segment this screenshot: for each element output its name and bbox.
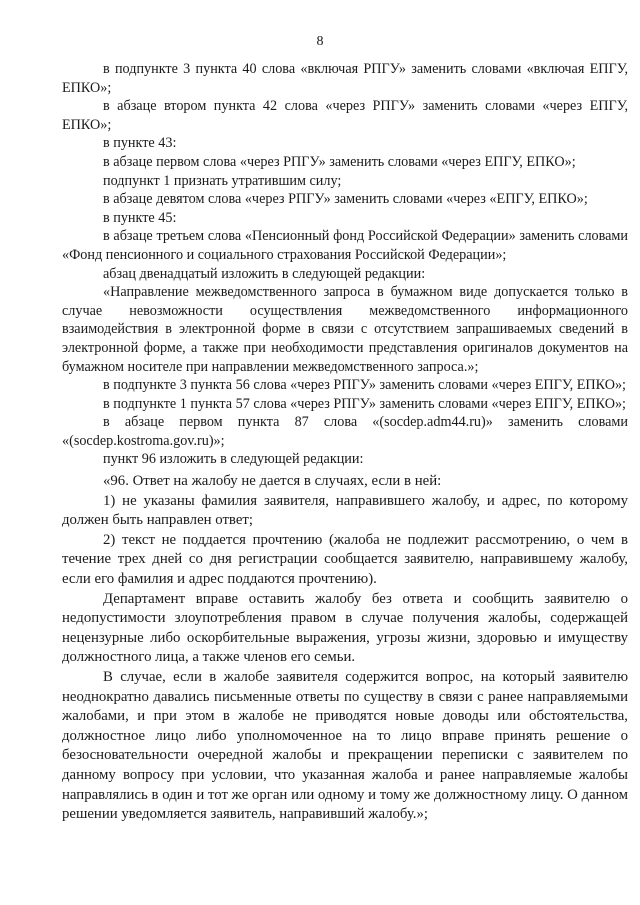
page-number: 8 [316,34,324,49]
list-item: 2) текст не поддается прочтению (жалоба не подлежит рассмотрению, о чем в течение трех дней со дня регистрации сообщается заявителю, направившему жалобу, если его фамилия и адрес поддаются прочтению). [62,531,628,588]
document-body [62,60,628,825]
paragraph: в пункте 45: [103,209,177,226]
quoted-paragraph: «Направление межведомственного запроса в бумажном виде допускается только в случае невозможности осуществления межведомственного информационного взаимодействия в электронной форме в связи с отсутствием запрашиваемых сведений в электронной форме, а также при необходимости представления оригиналов документов на бумажном носителе при направлении межведомственного запроса.»; [62,284,628,375]
paragraph: абзац двенадцатый изложить в следующей редакции: [103,265,426,282]
paragraph: подпункт 1 признать утратившим силу; [103,172,342,189]
paragraph: в пункте 43: [103,135,177,152]
list-item: 1) не указаны фамилия заявителя, направившего жалобу, и адрес, по которому должен быть направлен ответ; [62,492,628,529]
paragraph: в абзаце первом пункта 87 слова «(socdep.adm44.ru)» заменить словами «(socdep.kostroma.gov.ru)»; [62,414,628,449]
paragraph: Департамент вправе оставить жалобу без ответа и сообщить заявителю о недопустимости злоупотребления правом в случае получения жалобы, содержащей нецензурные либо оскорбительные выражения, угрозы жизни, здоровью и имуществу должностного лица, а также членов его семьи. [62,590,628,666]
paragraph: в абзаце третьем слова «Пенсионный фонд Российской Федерации» заменить словами «Фонд пенсионного и социального страхования Российской Федерации»; [62,228,628,263]
paragraph: в подпункте 3 пункта 56 слова «через РПГУ» заменить словами «через ЕПГУ, ЕПКО»; [103,377,627,394]
paragraph: в подпункте 1 пункта 57 слова «через РПГУ» заменить словами «через ЕПГУ, ЕПКО»; [103,395,627,412]
paragraph: в абзаце первом слова «через РПГУ» заменить словами «через ЕПГУ, ЕПКО»; [103,153,576,170]
paragraph: В случае, если в жалобе заявителя содержится вопрос, на который заявителю неоднократно давались письменные ответы по существу в связи с ранее направляемыми жалобами, и при этом в жалобе не приводятся новые доводы или обстоятельства, должностное лицо либо уполномоченное на то лицо вправе принять решение о безосновательности очередной жалобы и прекращении переписки с заявителем по данному вопросу при условии, что указанная жалоба и ранее направляемые жалобы направлялись в один и тот же орган или одному и тому же должностному лицу. О данном решении уведомляется заявитель, направивший жалобу.»; [62,669,628,823]
paragraph: пункт 96 изложить в следующей редакции: [103,451,364,468]
paragraph: в подпункте 3 пункта 40 слова «включая РПГУ» заменить словами «включая ЕПГУ, ЕПКО»; [62,61,628,96]
paragraph: в абзаце девятом слова «через РПГУ» заменить словами «через «ЕПГУ, ЕПКО»; [103,191,588,208]
quoted-paragraph: «96. Ответ на жалобу не дается в случаях, если в ней: [103,473,442,490]
paragraph: в абзаце втором пункта 42 слова «через РПГУ» заменить словами «через ЕПГУ, ЕПКО»; [62,98,628,133]
